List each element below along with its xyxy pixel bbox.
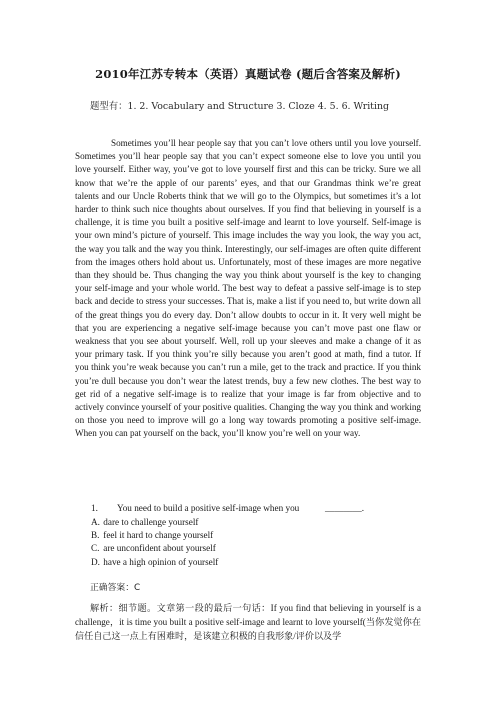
- answer-value: C: [134, 583, 141, 593]
- option-letter: C.: [91, 543, 100, 554]
- correct-answer: [90, 582, 430, 595]
- option-text: are unconfident about yourself: [103, 543, 216, 554]
- question-types-line: 题型有：1. 2. Vocabulary and Structure 3. Cloze 4. 5. 6. Writing: [90, 101, 389, 112]
- option-text: dare to challenge yourself: [103, 517, 199, 527]
- option-b[interactable]: [75, 529, 421, 542]
- option-a[interactable]: [75, 516, 421, 529]
- reading-passage: Sometimes you’ll hear people say that you can’t love others until you love yourself. Sometimes you’ll hear people say that you can’t expect someone else to love you until you love yourself. Either way, you’ve got to love yourself first and this can be tricky. Sure we all know that we’re the apple of our parents’ eyes, and that our Grandmas think we’re great talents and our Uncle Roberts think that we will go to the Olympics, but sometimes it’s a lot harder to think such nice thoughts about ourselves. If you find that believing in yourself is a challenge, it is time you built a positive self-image and learnt to love yourself. Self-image is your own mind’s picture of yourself. This image includes the way you look, the way you act, the way you talk and the way you think. Interestingly, our self-images are often quite different from the images others hold about us. Unfortunately, most of these images are more negative than they should be. Thus changing the way you think about yourself is the key to changing your self-image and your whole world. The best way to defeat a passive self-image is to step back and decide to stress your successes. That is, make a list if you need to, but write down all of the great things you do every day. Don’t allow doubts to occur in it. It very well might be that you are experiencing a negative self-image because you can’t move past one flaw or weakness that you see about yourself. Well, roll up your sleeves and make a change of it as your primary task. If you think you’re silly because you aren’t good at math, find a tutor. If you think you’re weak because you can’t run a mile, get to the track and practice. If you think you’re dull because you don’t wear the latest trends, buy a few new clothes. The best way to get rid of a negative self-image is to realize that your image is far from objective and to actively convince yourself of your positive qualities. Changing the way you think and working on those you need to improve will go a long way towards promoting a positive self-image. When you can pat yourself on the back, you’ll know you’re well on your way.: [75, 138, 421, 439]
- question-block: [75, 502, 421, 569]
- option-letter: B.: [91, 530, 100, 541]
- option-text: have a high opinion of yourself: [103, 556, 219, 567]
- question-text: You need to build a positive self-image when you: [117, 503, 300, 513]
- question-number: 1.: [91, 503, 98, 513]
- answer-explanation: 解析：细节题。文章第一段的最后一句话：If you find that believing in yourself is a challenge，it is time you built a positive self-image and learnt to love yourself(当你发觉你在信任自己这一点上有困难时，是该建立积极的自我形象/评价以及学: [75, 603, 421, 641]
- option-d[interactable]: [75, 556, 421, 569]
- answer-blank: ________.: [325, 503, 365, 513]
- question-stem: [75, 502, 421, 516]
- option-c[interactable]: [75, 542, 421, 555]
- option-text: feel it hard to change yourself: [103, 530, 214, 541]
- answer-label: 正确答案：: [90, 583, 134, 593]
- option-letter: D.: [91, 556, 100, 567]
- option-letter: A.: [91, 517, 100, 527]
- page-title: 2010年江苏专转本（英语）真题试卷 (题后含答案及解析): [95, 67, 401, 81]
